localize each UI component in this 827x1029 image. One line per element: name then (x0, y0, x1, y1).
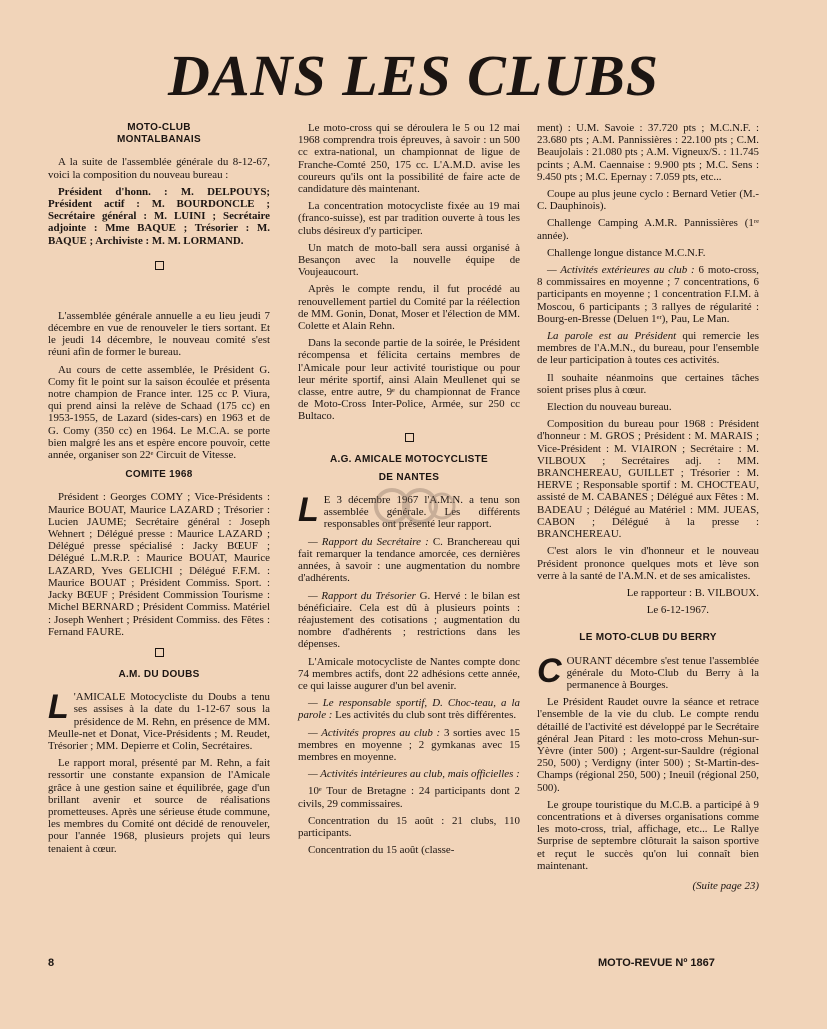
italic-lead: — Activités propres au club : (308, 726, 441, 739)
separator-square-icon (155, 261, 164, 270)
paragraph: Dans la seconde partie de la soirée, le Président récompensa et félicita certains membres de l'Amicale pour leur activité touristique ou pour leur mérite sportif, ainsi Alain Meullenet qui se classe, entre autre, 9ᵉ du championnat de France de Moto-Cross Inter-Police, Armée, sur 250 cc Bultaco. (298, 337, 520, 423)
italic-lead: La parole est au Président (547, 330, 677, 343)
paragraph: Le groupe touristique du M.C.B. a participé à 9 concentrations et à diverses organisations comme les moto-cross, trial, affichage, etc... Le Rallye Surprise de septembre clôturait la saison sportive et reçut le succès qu'on lui connaît bien maintenant. (537, 798, 759, 872)
paragraph: Au cours de cette assemblée, le Président G. Comy fit le point sur la saison écoulée et présenta notre champion de France inter. 125 cc P. Viura, qui prend ainsi la relève de Schaad (175 cc) en 1953-1955, de Lazard (sides-cars) en 1963 et de G. Comy (350 cc) en 1964. Le M.C.A. se porte bien malgré les ans et espère encore pouvoir, cette année, organiser son 22ᵉ Circuit de Vitesse. (48, 363, 270, 462)
paragraph: Président d'honn. : M. DELPOUYS; Président actif : M. BOURDONCLE ; Secrétaire général : M. LUINI ; Secrétaire adjointe : Mme BAQUE ; Trésorier : M. BAQUE ; Archiviste : M. M. LORMAND. (48, 185, 270, 247)
column-3 (537, 122, 759, 897)
paragraph-text: 'AMICALE Motocycliste du Doubs a tenu ses assises à la date du 1-12-67 sous la présidence de M. Rehn, en présence de MM. Meulle-net et Donat, Vice-Présidents ; M. Reudet, Trésorier ; MM. Depierre et Colin, Secrétaires. (48, 691, 270, 752)
paragraph: Composition du bureau pour 1968 : Président d'honneur : M. GROS ; Président : M. MARAIS ; Vice-Président : M. VIAIRON ; Secrétaire : M. VILBOUX ; Secrétaires adj. : MM. BRANCHEREAU, GUILLET ; Trésorier : M. HERVE ; Responsable sportif : M. CHOCTEAU, assisté de M. CABANES ; Délégué aux Fêtes : M. BADEAU ; Délégué au Matériel : MM. JUEAS, CABON ; Délégué à la presse : BRANCHEREAU. (537, 418, 759, 541)
italic-lead: — Rapport du Secrétaire : (308, 535, 429, 548)
paragraph (298, 727, 520, 764)
paragraph: Il souhaite néanmoins que certaines tâches soient prises plus à cœur. (537, 371, 759, 396)
magazine-footer: MOTO-REVUE Nº 1867 (598, 957, 715, 969)
section-heading-nantes-2: DE NANTES (378, 471, 440, 483)
italic-lead: — Activités extérieures au club : (547, 264, 695, 277)
section-heading-nantes: A.G. AMICALE MOTOCYCLISTE (329, 453, 489, 465)
paragraph: Le rapport moral, présenté par M. Rehn, a fait ressortir une constante expansion de l'Amicale grâce à une gestion saine et équilibrée, gage d'un brillant avenir et source de réalisations prometteuses. Après une sérieuse étude commune, les membres du Comité ont décidé de renouveler, pour l'année 1968, plusieurs projets qui leurs tenaient à cœur. (48, 757, 270, 855)
paragraph: Challenge longue distance M.C.N.F. (547, 246, 706, 259)
paragraph (537, 264, 759, 325)
paragraph: Concentration du 15 août (classe- (308, 844, 455, 857)
paragraph: Concentration du 15 août : 21 clubs, 110 participants. (298, 814, 520, 839)
section-heading-montalbanais-2: MONTALBANAIS (117, 134, 201, 146)
paragraph (298, 697, 520, 721)
paragraph: Le Président Raudet ouvre la séance et retrace l'ensemble de la vie du club. Le compte rendu détaillé de l'activité est développé par le Secrétaire général Jean Pitard : les moto-cross Mehun-sur-Yèvre (inter 500) ; Argent-sur-Sauldre (régional 250, 500) ; Verdigny (inter 500) ; St-Martin-des-Champs (régional 250, 500) ; Ineuil (régional 250, 500). (537, 696, 759, 794)
separator-square-icon (405, 433, 414, 442)
section-heading-comite: COMITE 1968 (125, 469, 193, 481)
paragraph-text: OURANT décembre s'est tenue l'assemblée générale du Moto-Club du Berry à la permanence à Bourges. (566, 654, 759, 691)
paragraph: Le moto-cross qui se déroulera le 5 ou 12 mai 1968 comprendra trois épreuves, à savoir : un 500 cc extra-national, un championnat de ligue de Franche-Comté 250, 175 cc. L'A.M.D. avise les coureurs qu'ils ont la possibilité de faire acte de candidature dès maintenant. (298, 122, 520, 196)
paragraph-text: C. Branchereau qui fait remarquer la tendance amorcée, ces dernières années, à savoir : une augmentation du nombre d'adhérents. (298, 535, 520, 585)
continued-note: (Suite page 23) (692, 879, 759, 892)
section-heading-berry: LE MOTO-CLUB DU BERRY (579, 632, 717, 644)
paragraph (537, 330, 759, 367)
page-title: DANS LES CLUBS (167, 43, 660, 108)
italic-lead: — Le responsable sportif, D. Choc-teau, a la parole : (298, 697, 520, 722)
italic-lead: — Rapport du Trésorier (308, 589, 416, 602)
paragraph: 10ᵉ Tour de Bretagne : 24 participants dont 2 civils, 29 commissaires. (298, 785, 520, 810)
signature: Le rapporteur : B. VILBOUX. (626, 586, 759, 599)
paragraph: Président : Georges COMY ; Vice-Présidents : Maurice BOUAT, Maurice LAZARD ; Trésorier : Lucien JAUME; Secrétaire général : Joseph Wehnert ; Délégué presse : Maurice LAZARD ; Délégué presse spécialisé : Jacky BŒUF ; Délégué L.M.R.P. : Maurice BOUAT, Maurice LAZARD, Yves GELICHI ; Délégué F.F.M. : Maurice BOUAT ; Président Commiss. Sport. : Jacky BŒUF ; Président Commission Tourisme : Michel BERNARD ; Président Commiss. Matériel : Joseph Wenhert ; Président Commiss. des Fêtes : Fernand FAURE. (48, 491, 270, 638)
paragraph-text: E 3 décembre 1967 l'A.M.N. a tenu son assemblée générale. Les différents responsables ont présenté leur rapport. (323, 494, 520, 531)
paragraph: Challenge Camping A.M.R. Pannissières (1ʳᵉ année). (537, 217, 759, 242)
drop-cap: C (537, 651, 562, 690)
drop-cap: L (48, 688, 69, 727)
paragraph: Après le compte rendu, il fut procédé au renouvellement partiel du Comité par la réélection de MM. Gonin, Donat, Moser et l'élection de MM. Colette et Alain Rehn. (298, 283, 520, 333)
section-heading-montalbanais: MOTO-CLUB (127, 122, 191, 133)
paragraph-text: 3 sorties avec 15 membres en moyenne ; 2 gymkanas avec 15 membres en moyenne. (298, 726, 520, 763)
signature-date: Le 6-12-1967. (646, 604, 709, 617)
paragraph-text: G. Hervé : le bilan est bénéficiaire. Cela est dû à plusieurs points : réajustement des cotisations ; augmentation du nombre d'adhérents ; restrictions dans les dépenses. (298, 589, 520, 651)
paragraph: Un match de moto-ball sera aussi organisé à Besançon avec la nouvelle équipe de Voujeaucourt. (298, 241, 520, 279)
paragraph: ment) : U.M. Savoie : 37.720 pts ; M.C.N.F. : 23.680 pts ; A.M. Pannissières : 22.100 pts ; C.M. Beaujolais : 21.080 pts ; A.M. Vigneux/S. : 11.745 pcints ; A.M. Caennaise : 9.900 pts ; M.C. Sens : 9.450 pts ; M.C. Epernay : 7.059 pts, etc... (537, 122, 759, 183)
separator-square-icon (155, 648, 164, 657)
drop-cap: L (298, 491, 319, 530)
section-heading-doubs: A.M. DU DOUBS (118, 668, 200, 680)
column-1 (48, 122, 270, 860)
paragraph (537, 651, 759, 692)
paragraph-text: Les activités du club sont très différentes. (332, 709, 517, 722)
paragraph: La concentration motocycliste fixée au 19 mai (franco-suisse), est par tradition ouverte à tous les clubs désireux d'y participer. (298, 200, 520, 237)
watermark-logo-icon (372, 478, 458, 534)
paragraph: Election du nouveau bureau. (547, 401, 672, 414)
paragraph (298, 590, 520, 651)
paragraph: C'est alors le vin d'honneur et le nouveau Président prononce quelques mots et lève son verre à la santé de l'A.M.N. et de ses amicalistes. (537, 545, 759, 582)
paragraph: — Activités intérieures au club, mais officielles : (308, 768, 520, 781)
paragraph: L'assemblée générale annuelle a eu lieu jeudi 7 décembre en vue de renouveler le tiers sortant. Et le jeudi 14 décembre, le nouveau comité s'est réuni afin de former le bureau. (48, 309, 270, 359)
page-number: 8 (48, 957, 55, 969)
paragraph: L'Amicale motocycliste de Nantes compte donc 74 membres actifs, dont 22 adhésions cette année, ce qui laisse augurer d'un bel avenir. (298, 655, 520, 692)
paragraph: Coupe au plus jeune cyclo : Bernard Vetier (M.-C. Dauphinois). (537, 188, 759, 213)
paragraph: A la suite de l'assemblée générale du 8-12-67, voici la composition du nouveau bureau : (48, 156, 270, 181)
paragraph-text: 6 moto-cross, 8 commissaires en moyenne ; 7 concentrations, 6 participants en moyenne ; 1 concentration F.I.M. à Moscou, 6 participants ; 3 rallyes de régularité : Bourg-en-Bresse (Deluen 1ᵉʳ), Pau, Le Man. (537, 264, 759, 325)
paragraph-text: qui remercie les membres de l'A.M.N., du bureau, pour l'ensemble de leur participation à toutes ces activités. (537, 330, 759, 367)
paragraph (48, 688, 270, 752)
paragraph (298, 536, 520, 585)
